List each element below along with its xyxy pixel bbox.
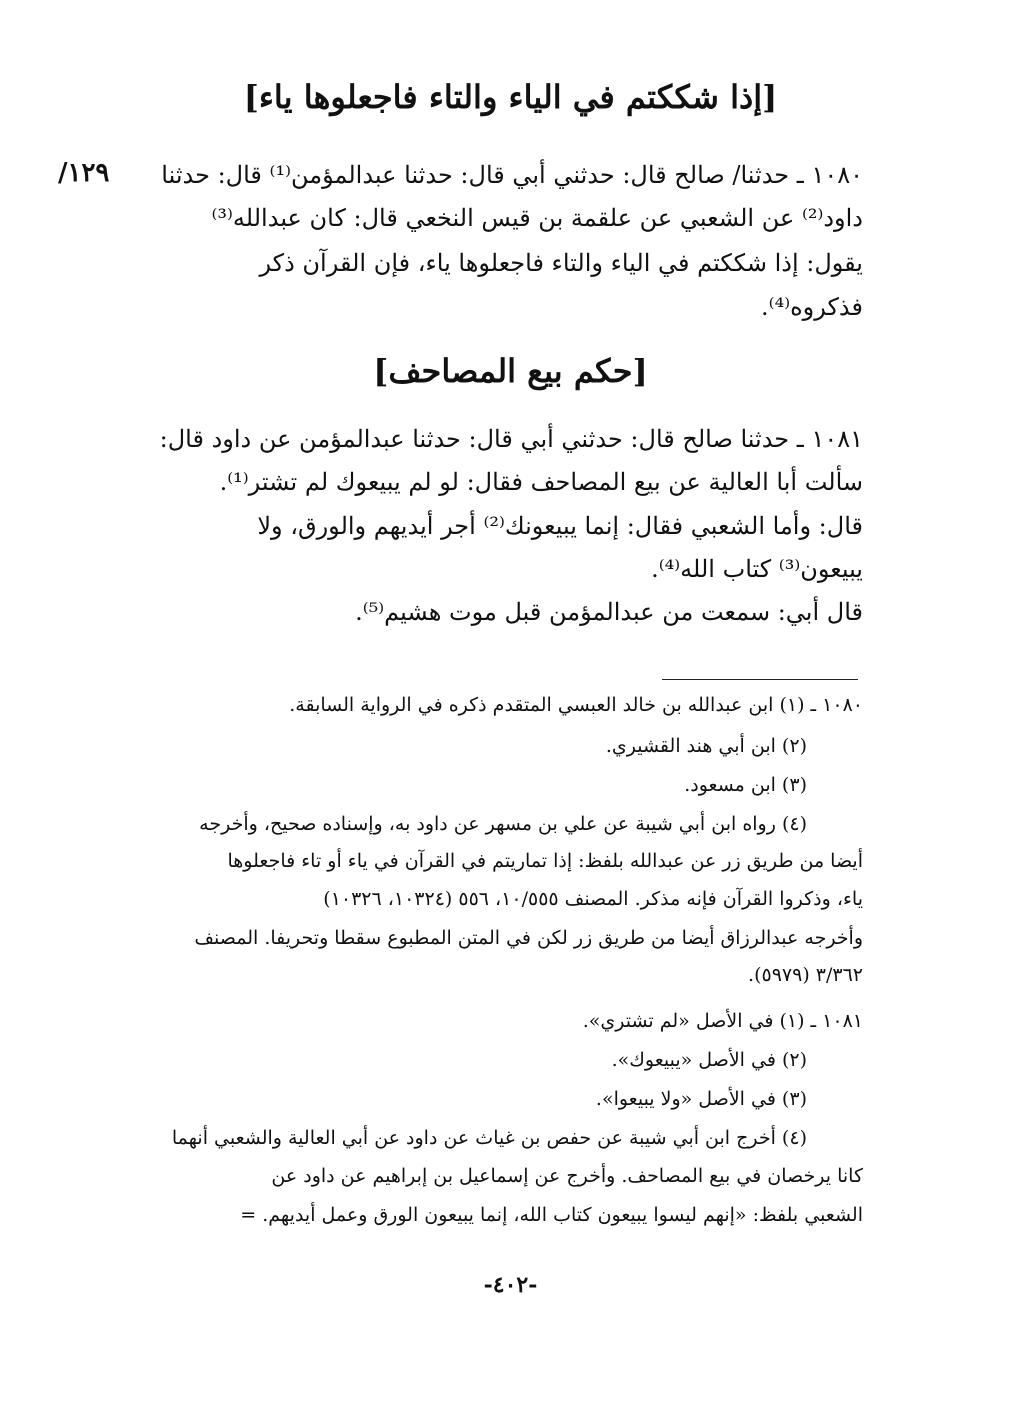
hadith-1080-line-4: فذكروه⁽⁴⁾. — [761, 293, 863, 321]
section-heading-1: [إذا شككتم في الياء والتاء فاجعلوها ياء] — [243, 78, 778, 116]
footnote-line-11: (٣) في الأصل «ولا يبيعوا». — [595, 1088, 807, 1110]
margin-folio-reference: ١٢٩/ — [58, 158, 110, 188]
footnote-line-1: ١٠٨٠ ـ (١) ابن عبدالله بن خالد العبسي المتقدم ذكره في الرواية السابقة. — [289, 694, 863, 716]
footnote-line-6: ياء، وذكروا القرآن فإنه مذكر. المصنف ١٠/٥٥٥، ٥٥٦ (١٠٣٢٤، ١٠٣٢٦) — [323, 888, 863, 910]
page-number: -٤٠٢- — [483, 1272, 538, 1298]
section-heading-2: [حكم بيع المصاحف] — [373, 352, 648, 390]
footnote-line-9: ١٠٨١ ـ (١) في الأصل «لم تشتري». — [582, 1010, 863, 1032]
footnote-line-2: (٢) ابن أبي هند القشيري. — [605, 735, 807, 757]
footnote-line-4: (٤) رواه ابن أبي شيبة عن علي بن مسهر عن داود به، وإسناده صحيح، وأخرجه — [199, 813, 807, 835]
hadith-1081-line-1: ١٠٨١ ـ حدثنا صالح قال: حدثني أبي قال: حدثنا عبدالمؤمن عن داود قال: — [159, 425, 863, 453]
footnote-line-12: (٤) أخرج ابن أبي شيبة عن حفص بن غياث عن داود عن أبي العالية والشعبي أنهما — [171, 1127, 807, 1149]
footnote-line-7: وأخرجه عبدالرزاق أيضا من طريق زر لكن في المتن المطبوع سقطا وتحريفا. المصنف — [194, 927, 863, 949]
footnote-line-8: ٣/٣٦٢ (٥٩٧٩). — [748, 964, 863, 986]
footnote-line-13: كانا يرخصان في بيع المصاحف. وأخرج عن إسماعيل بن إبراهيم عن داود عن — [271, 1165, 863, 1187]
footnote-line-5: أيضا من طريق زر عن عبدالله بلفظ: إذا تماريتم في القرآن في ياء أو تاء فاجعلوها — [227, 850, 863, 872]
hadith-1080-line-3: يقول: إذا شككتم في الياء والتاء فاجعلوها ياء، فإن القرآن ذكر — [259, 249, 863, 277]
footnote-line-10: (٢) في الأصل «يبيعوك». — [611, 1049, 807, 1071]
footnote-line-14: الشعبي بلفظ: «إنهم ليسوا يبيعون كتاب الله، إنما يبيعون الورق وعمل أيديهم. = — [240, 1204, 863, 1226]
footnote-line-3: (٣) ابن مسعود. — [684, 774, 807, 796]
hadith-1081-line-4: يبيعون⁽³⁾ كتاب الله⁽⁴⁾. — [651, 555, 863, 583]
hadith-1081-line-2: سألت أبا العالية عن بيع المصاحف فقال: لو لم يبيعوك لم تشتر⁽¹⁾. — [219, 468, 863, 496]
footnote-separator — [662, 679, 858, 680]
hadith-1080-line-2: داود⁽²⁾ عن الشعبي عن علقمة بن قيس النخعي قال: كان عبدالله⁽³⁾ — [211, 204, 863, 232]
hadith-1081-line-5: قال أبي: سمعت من عبدالمؤمن قبل موت هشيم⁽⁵⁾. — [355, 598, 863, 626]
hadith-1080-line-1: ١٠٨٠ ـ حدثنا/ صالح قال: حدثني أبي قال: حدثنا عبدالمؤمن⁽¹⁾ قال: حدثنا — [161, 161, 863, 189]
hadith-1081-line-3: قال: وأما الشعبي فقال: إنما يبيعونك⁽²⁾ أجر أيديهم والورق، ولا — [257, 512, 863, 540]
